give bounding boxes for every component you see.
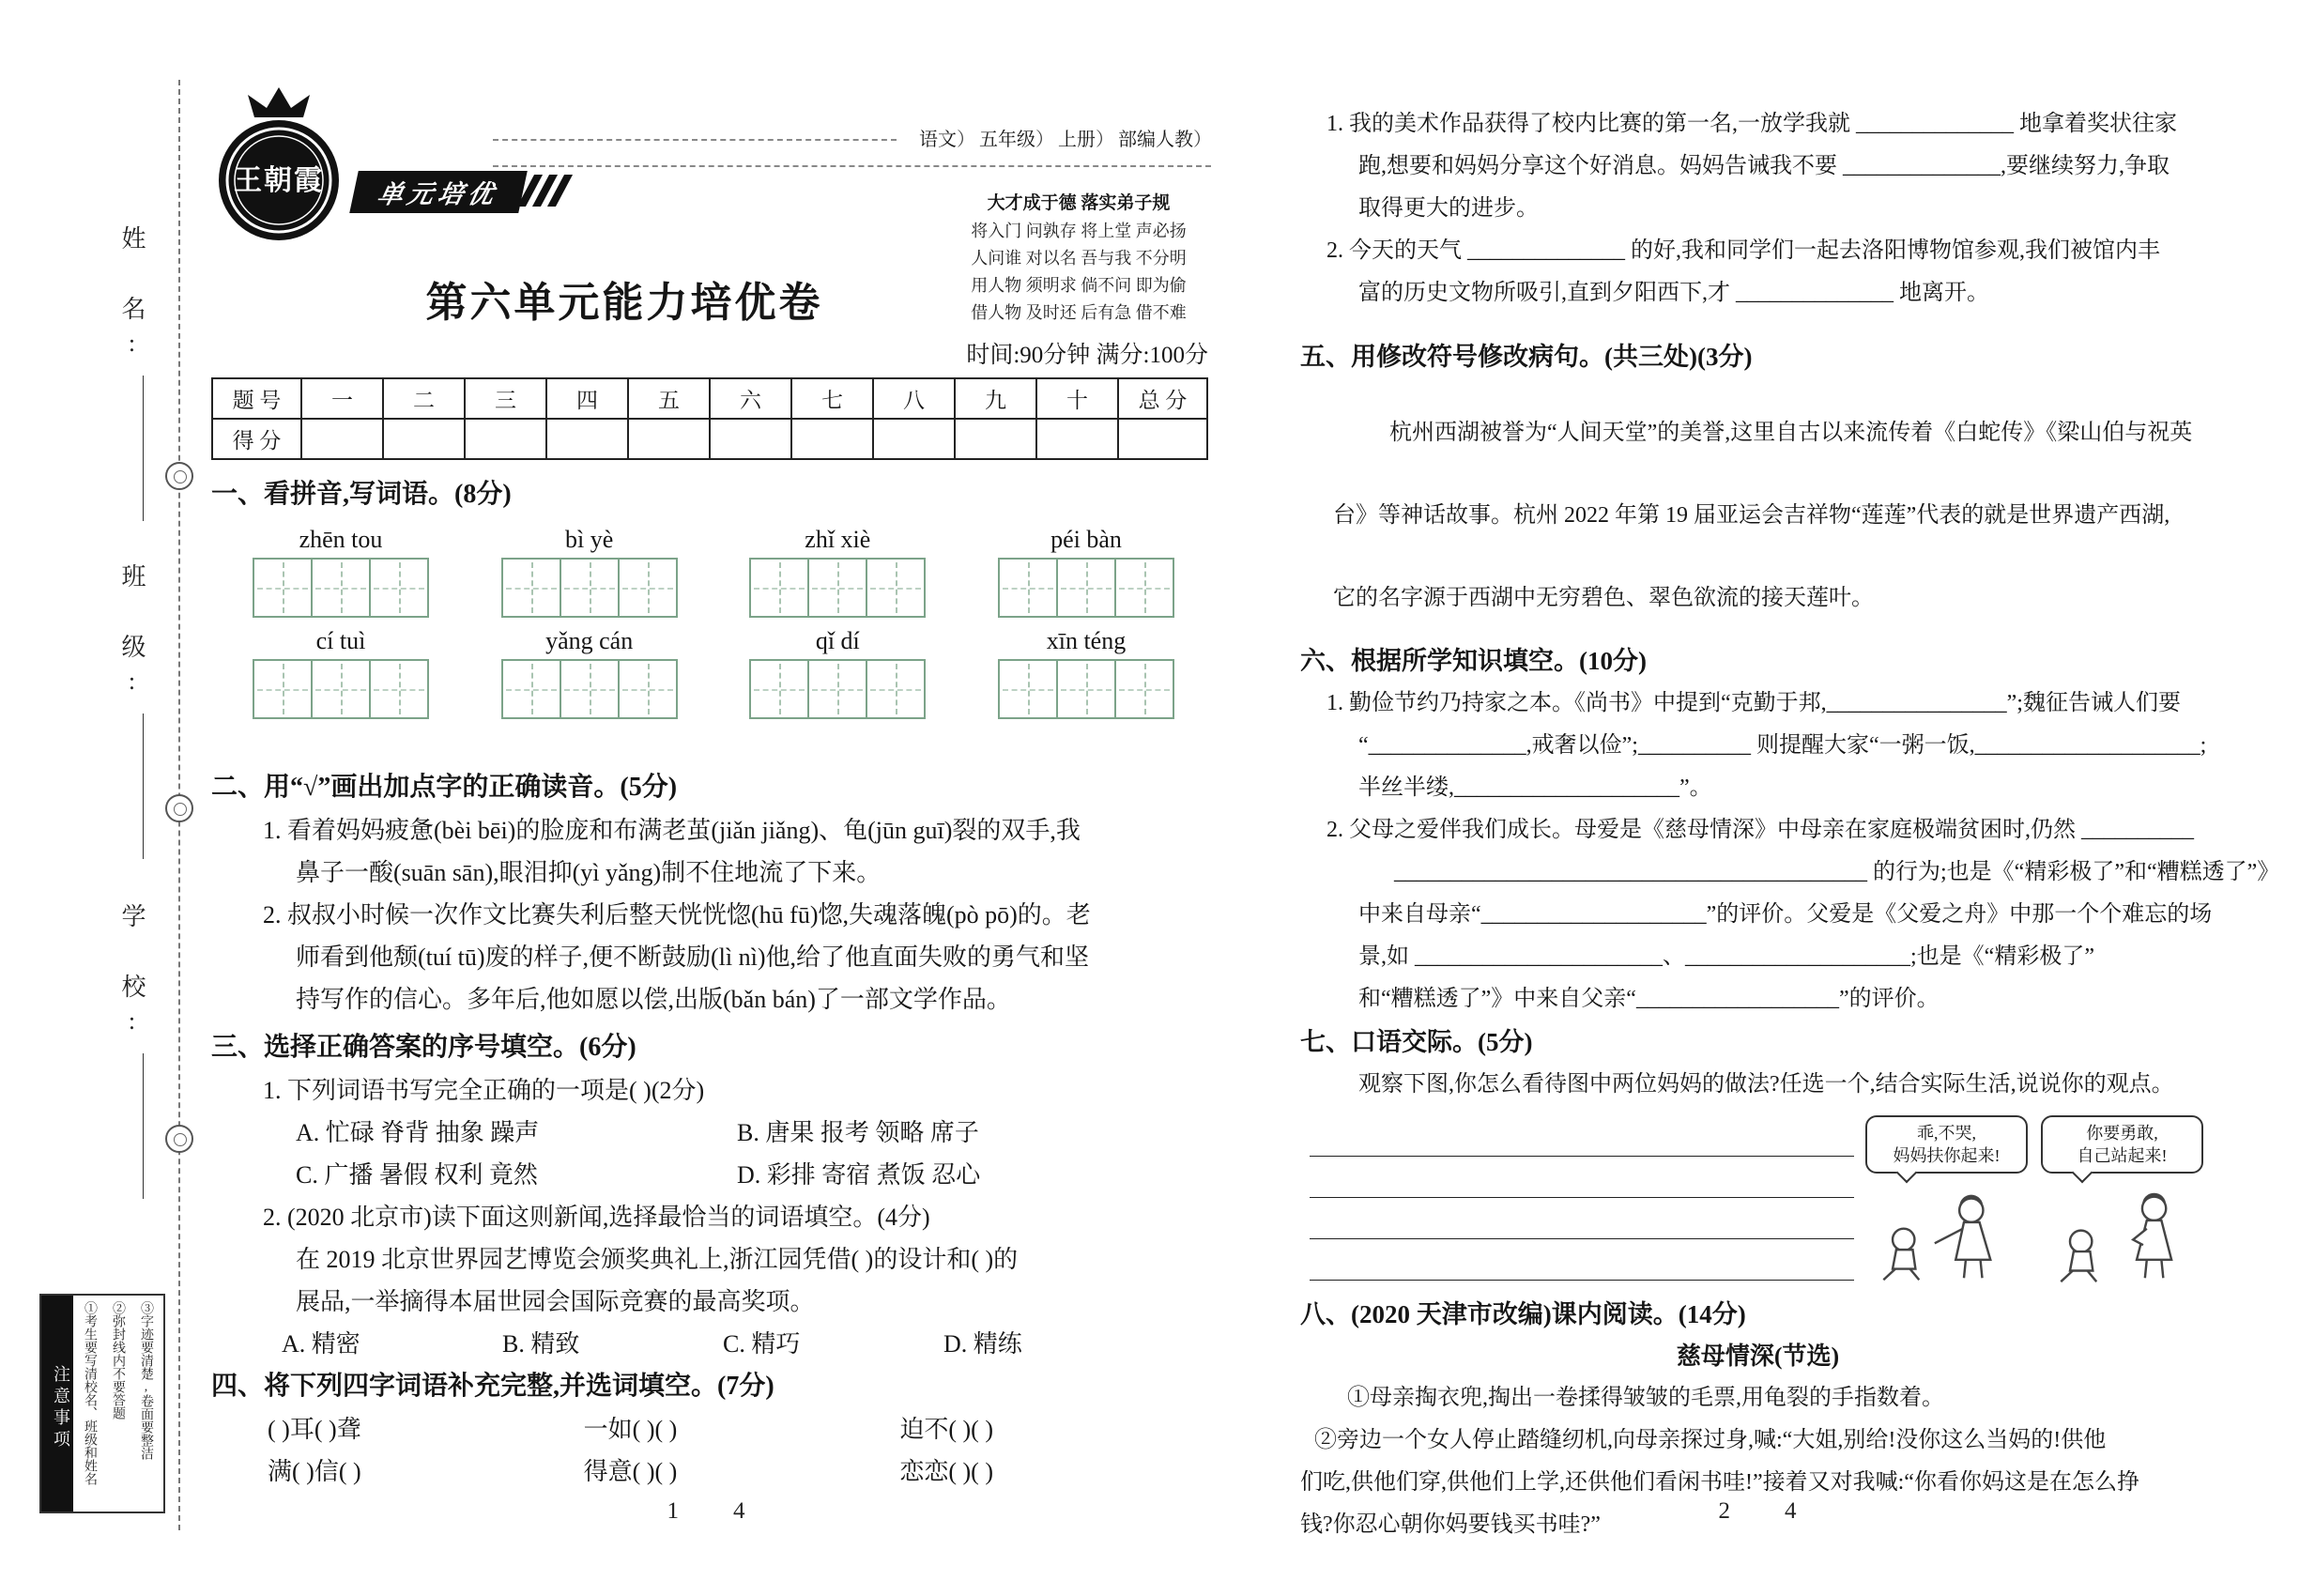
seal-ornament-icon	[165, 462, 193, 490]
question-line: 1. 下列词语书写完全正确的一项是( )(2分)	[263, 1077, 705, 1104]
header-dashed-rule	[493, 139, 897, 141]
page-number-secondary: 4	[1785, 1498, 1797, 1524]
score-header-cell: 二	[383, 378, 465, 419]
notice-items	[73, 1296, 163, 1512]
pinyin-group	[496, 625, 683, 719]
notice-title: 注意事项	[41, 1296, 73, 1512]
pinyin-label: cí tuì	[315, 627, 366, 654]
seal-ornament-icon	[165, 1125, 193, 1153]
pinyin-group	[247, 524, 435, 618]
pinyin-label: zhēn tou	[299, 526, 383, 553]
bubble-text: 自己站起来!	[2077, 1146, 2168, 1165]
tag-volume: 上册 ）	[1058, 130, 1114, 150]
section-8-heading: 八、(2020 天津市改编)课内阅读。(14分)	[1300, 1300, 1746, 1328]
score-entry-row	[212, 419, 1207, 459]
motto-line: 人问谁 对以名 吾与我 不分明	[971, 249, 1187, 268]
section-1-heading: 一、看拼音,写词语。(8分)	[211, 480, 512, 509]
text-line: 1. 勤俭节约乃持家之本。《尚书》中提到“克勤于邦,________________”;魏征告诫人们要	[1326, 691, 2181, 715]
text-line: 们吃,供他们穿,供他们上学,还供他们看闲书哇!”接着又对我喊:“你看你妈这是在怎么挣	[1300, 1470, 2139, 1495]
text-line: 半丝半缕,____________________”。	[1358, 775, 1712, 800]
writing-boxes	[496, 558, 683, 618]
oral-answer-area	[1300, 1115, 2216, 1293]
option-b: B. 唐果 报考 领略 席子	[737, 1119, 979, 1146]
idiom-blank: 迫不( )( )	[899, 1416, 993, 1443]
option-a: A. 精密	[282, 1330, 360, 1358]
score-blank-cell	[1118, 419, 1207, 459]
score-header-cell: 六	[710, 378, 791, 419]
option-c: C. 广播 暑假 权利 竟然	[296, 1161, 538, 1189]
text-line: 富的历史文物所吸引,直到夕阳西下,才 ______________ 地离开。	[1358, 281, 1989, 305]
score-header-cell: 十	[1036, 378, 1118, 419]
text-line: 2. 叔叔小时候一次作文比赛失利后整天恍恍惚(hū fū)惚,失魂落魄(pò pō)的。老	[263, 901, 1091, 928]
text-line: 跑,想要和妈妈分享这个好消息。妈妈告诫我不要 ______________,要继续努力,争取	[1358, 154, 2170, 178]
motto-line: 用人物 须明求 倘不问 即为偷	[971, 276, 1187, 295]
writing-boxes	[247, 659, 435, 719]
section-4-heading: 四、将下列四字词语补充完整,并选词填空。(7分)	[211, 1372, 774, 1401]
notice-item: ①考生要写清校名、班级和姓名	[83, 1301, 97, 1485]
score-row-label: 得 分	[212, 419, 301, 459]
motto-title: 大才成于德 落实弟子规	[987, 193, 1171, 213]
mom-encouraging-figure-icon	[2041, 1183, 2203, 1288]
text-line: 展品,一举摘得本届世园会国际竞赛的最高奖项。	[296, 1288, 815, 1315]
text-line: 取得更大的进步。	[1358, 196, 1539, 221]
speech-bubble-2	[2041, 1115, 2203, 1174]
pinyin-label: zhǐ xiè	[805, 526, 871, 553]
answer-line	[1310, 1115, 1854, 1157]
motto-line: 借人物 及时还 后有急 借不难	[971, 303, 1187, 322]
school-label: 学 校:	[118, 903, 146, 1044]
text-line: 持写作的信心。多年后,他如愿以偿,出版(bǎn bán)了一部文学作品。	[296, 986, 1011, 1013]
motto-box	[942, 190, 1216, 327]
brand-emblem-icon	[213, 84, 345, 246]
text-line: 台》等神话故事。杭州 2022 年第 19 届亚运会吉祥物“莲莲”代表的就是世界遗产西湖,	[1333, 503, 2170, 528]
reading-title: 慈母情深(节选)	[1676, 1343, 1840, 1370]
pinyin-row	[211, 625, 1216, 719]
idiom-blank: 满( )信( )	[268, 1458, 361, 1485]
pinyin-label: péi bàn	[1050, 526, 1122, 553]
oral-prompt: 观察下图,你怎么看待图中两位妈妈的做法?任选一个,结合实际生活,说说你的观点。	[1358, 1072, 2174, 1097]
page-left	[211, 84, 1216, 1493]
text-line: 2. 今天的天气 ______________ 的好,我和同学们一起去洛阳博物馆参观,我们被馆内丰	[1326, 238, 2160, 263]
section-6-heading: 六、根据所学知识填空。(10分)	[1300, 647, 1647, 675]
text-line: 钱?你忍心朝你妈要钱买书哇?”	[1300, 1512, 1601, 1537]
pinyin-group	[744, 524, 931, 618]
question-line: 2. (2020 北京市)读下面这则新闻,选择最恰当的词语填空。(4分)	[263, 1204, 930, 1231]
score-table	[211, 377, 1208, 460]
score-blank-cell	[791, 419, 873, 459]
pinyin-group	[992, 524, 1180, 618]
score-header-cell: 九	[955, 378, 1036, 419]
section-3-heading: 三、选择正确答案的序号填空。(6分)	[211, 1033, 636, 1062]
text-line: 杭州西湖被誉为“人间天堂”的美誉,这里自古以来流传着《白蛇传》《梁山伯与祝英	[1389, 421, 2193, 445]
answer-line	[1310, 1239, 1854, 1281]
score-blank-cell	[465, 419, 546, 459]
pinyin-row	[211, 524, 1216, 618]
answer-line	[1310, 1198, 1854, 1239]
writing-boxes	[992, 558, 1180, 618]
pinyin-label: yǎng cán	[545, 627, 634, 654]
option-row	[211, 1112, 1216, 1154]
score-blank-cell	[383, 419, 465, 459]
mom-encouraging-scene	[2041, 1115, 2203, 1293]
text-line: “______________,戒奢以俭”;__________ 则提醒大家“一粥一饭,____________________;	[1358, 733, 2207, 758]
option-row	[211, 1323, 1216, 1365]
score-blank-cell	[710, 419, 791, 459]
name-label: 姓 名:	[118, 225, 146, 366]
score-header-cell: 三	[465, 378, 546, 419]
exam-meta: 时间:90分钟 满分:100分	[966, 343, 1208, 368]
text-line: 2. 父母之爱伴我们成长。母爱是《慈母情深》中母亲在家庭极端贫困时,仍然 __________	[1326, 818, 2194, 842]
score-blank-cell	[955, 419, 1036, 459]
pinyin-label: bì yè	[565, 526, 614, 553]
class-write-line	[143, 714, 144, 859]
writing-boxes	[247, 558, 435, 618]
idiom-blank: 得意( )( )	[583, 1458, 678, 1485]
writing-boxes	[992, 659, 1180, 719]
right-page-footer	[1664, 1498, 1851, 1525]
writing-boxes	[744, 558, 931, 618]
text-line: ①母亲掏衣兜,掏出一卷揉得皱皱的毛票,用龟裂的手指数着。	[1347, 1386, 1944, 1410]
option-row	[211, 1154, 1216, 1196]
bubble-text: 你要勇敢,	[2086, 1124, 2158, 1143]
banner-stripes-icon	[526, 175, 564, 207]
section-5-heading: 五、用修改符号修改病句。(共三处)(3分)	[1300, 343, 1753, 371]
tag-grade: 五年级 ）	[979, 130, 1054, 150]
series-banner-label: 单元培优	[375, 180, 501, 208]
text-line: 它的名字源于西湖中无穷碧色、翠色欲流的接天莲叶。	[1333, 586, 1874, 610]
option-a: A. 忙碌 脊背 抽象 躁声	[296, 1119, 540, 1146]
paper-title: 第六单元能力培优卷	[425, 280, 823, 326]
pinyin-group	[247, 625, 435, 719]
fill-row	[211, 1408, 1216, 1450]
text-line: 在 2019 北京世界园艺博览会颁奖典礼上,浙江园凭借( )的设计和( )的	[296, 1246, 1019, 1273]
tag-edition: 部编人教 ）	[1118, 130, 1212, 150]
brand-name: 王朝霞	[234, 165, 324, 196]
tag-subject: 语文 ）	[919, 130, 975, 150]
score-header-cell: 总 分	[1118, 378, 1207, 419]
section-2-heading: 二、用“√”画出加点字的正确读音。(5分)	[211, 773, 678, 802]
idiom-blank: 恋恋( )( )	[899, 1458, 993, 1485]
fill-row	[211, 1450, 1216, 1493]
option-d: D. 彩排 寄宿 煮饭 忍心	[737, 1161, 981, 1189]
text-line: 1. 我的美术作品获得了校内比赛的第一名,一放学我就 ______________ 地拿着奖状往家	[1326, 112, 2177, 136]
speech-bubble-1	[1865, 1115, 2028, 1174]
score-header-row	[212, 378, 1207, 419]
score-header-cell: 四	[546, 378, 628, 419]
pinyin-label: xīn téng	[1046, 627, 1127, 654]
left-page-header	[211, 84, 1216, 377]
writing-boxes	[496, 659, 683, 719]
name-write-line	[143, 376, 144, 521]
school-write-line	[143, 1053, 144, 1199]
writing-boxes	[744, 659, 931, 719]
left-page-footer	[612, 1498, 800, 1525]
notice-item: ②弥封线内不要答题	[111, 1301, 125, 1420]
pinyin-label: qǐ dí	[815, 627, 860, 654]
text-line: 师看到他颓(tuí tū)废的样子,便不断鼓励(lì nì)他,给了他直面失败的勇气和坚	[296, 944, 1089, 971]
illustration	[1854, 1115, 2203, 1293]
text-line: 景,如 ______________________、____________________;也是《“精彩极了”	[1358, 944, 2094, 969]
notice-box	[39, 1294, 165, 1513]
score-header-cell: 七	[791, 378, 873, 419]
text-line: 和“糟糕透了”》中来自父亲“__________________”的评价。	[1358, 987, 1940, 1011]
series-banner	[349, 171, 528, 213]
page-number-secondary: 4	[733, 1498, 745, 1524]
score-blank-cell	[301, 419, 383, 459]
score-header-cell: 题 号	[212, 378, 301, 419]
text-line: 鼻子一酸(suān sān),眼泪抑(yì yǎng)制不住地流了下来。	[296, 859, 882, 886]
answer-lines	[1300, 1115, 1854, 1293]
mom-helping-figure-icon	[1865, 1183, 2028, 1288]
option-b: B. 精致	[502, 1330, 580, 1358]
brand-logo	[213, 84, 345, 244]
score-blank-cell	[1036, 419, 1118, 459]
header-dashed-rule	[493, 165, 1211, 167]
page-number: 2	[1718, 1498, 1730, 1524]
score-header-cell: 八	[873, 378, 955, 419]
sentence-correction-paragraph	[1300, 391, 2216, 639]
option-d: D. 精练	[943, 1330, 1022, 1358]
idiom-blank: ( )耳( )聋	[268, 1416, 361, 1443]
score-blank-cell	[873, 419, 955, 459]
page-right	[1300, 103, 2280, 1546]
mom-helping-scene	[1865, 1115, 2028, 1293]
seal-ornament-icon	[165, 794, 193, 822]
class-label: 班 级:	[118, 563, 146, 704]
text-line: ②旁边一个女人停止踏缝纫机,向母亲探过身,喊:“大姐,别给!没你这么当妈的!供他	[1314, 1428, 2107, 1452]
pinyin-group	[496, 524, 683, 618]
pinyin-group	[992, 625, 1180, 719]
idiom-blank: 一如( )( )	[583, 1416, 678, 1443]
score-blank-cell	[628, 419, 710, 459]
text-line: 中来自母亲“____________________”的评价。父爱是《父爱之舟》中那一个个难忘的场	[1358, 902, 2213, 927]
motto-line: 将入门 问孰存 将上堂 声必扬	[971, 222, 1187, 240]
option-c: C. 精巧	[723, 1330, 801, 1358]
answer-line	[1310, 1157, 1854, 1198]
score-header-cell: 五	[628, 378, 710, 419]
bubble-text: 乖,不哭,	[1917, 1124, 1976, 1143]
text-line: 1. 看着妈妈疲惫(bèi bēi)的脸庞和布满老茧(jiǎn jiǎng)、龟(jūn guī)裂的双手,我	[263, 817, 1081, 844]
score-blank-cell	[546, 419, 628, 459]
score-header-cell: 一	[301, 378, 383, 419]
pinyin-group	[744, 625, 931, 719]
notice-item: ③字迹要清楚,卷面要整洁	[139, 1301, 153, 1460]
bubble-text: 妈妈扶你起来!	[1893, 1146, 2001, 1165]
text-line: __________________________________________ 的行为;也是《“精彩极了”和“糟糕透了”》	[1394, 860, 2280, 884]
page-number: 1	[667, 1498, 679, 1524]
section-7-heading: 七、口语交际。(5分)	[1300, 1028, 1533, 1056]
edition-tags	[912, 122, 1216, 153]
